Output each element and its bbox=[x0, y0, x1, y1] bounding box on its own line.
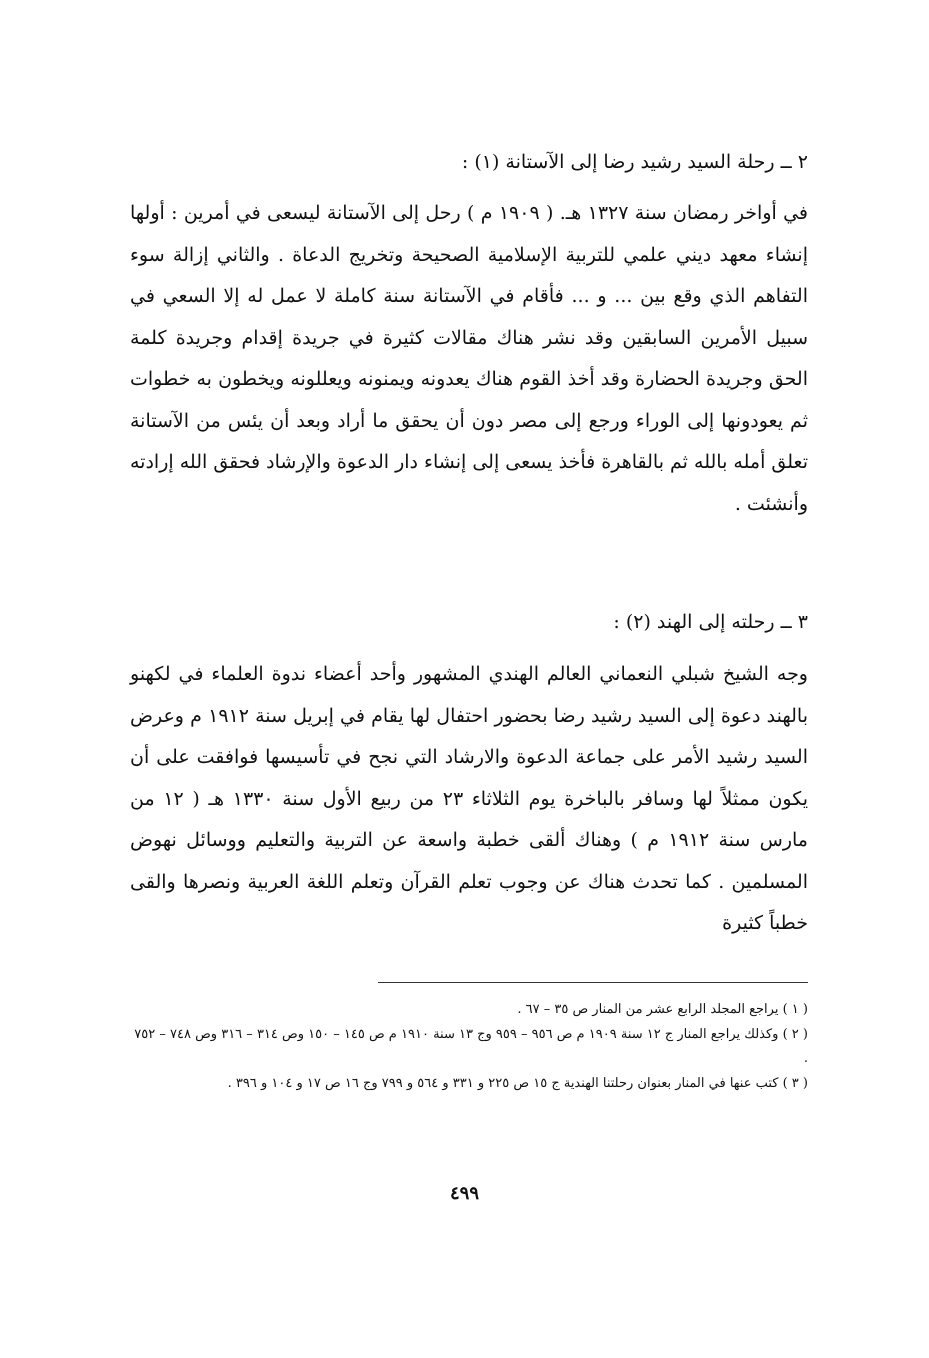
footnotes bbox=[130, 998, 808, 1096]
footnote-1: ( ١ ) يراجع المجلد الرابع عشر من المنار ص ٣٥ – ٦٧ . bbox=[517, 1002, 808, 1017]
section-heading-trip-to-istanbul: ٢ ــ رحلة السيد رشيد رضا إلى الآستانة (١) : bbox=[461, 151, 808, 173]
footnote-separator bbox=[378, 982, 808, 983]
footnote-3: ( ٣ ) كتب عنها في المنار بعنوان رحلتنا الهندية ج ١٥ ص ٢٢٥ و ٣٣١ و ٥٦٤ و ٧٩٩ وج ١٦ ص ١٧ و ١٠٤ و ٣٩٦ . bbox=[227, 1075, 808, 1091]
paragraph-trip-to-istanbul: في أواخر رمضان سنة ١٣٢٧ هـ. ( ١٩٠٩ م ) رحل إلى الآستانة ليسعى في أمرين : أولها إنشاء معهد ديني علمي للتربية الإسلامية الصحيحة وتخريج الدعاة . والثاني إزالة سوء التفاهم الذي وقع بين ... و ... فأقام في الآستانة سنة كاملة لا عمل له إلا السعي في سبيل الأمرين السابقين وقد نشر هناك مقالات كثيرة في جريدة إقدام وجريدة كلمة الحق وجريدة الحضارة وقد أخذ القوم هناك يعدونه ويمنونه ويعللونه ويخطون به خطوات ثم يعودونها إلى الوراء ورجع إلى مصر دون أن يحقق ما أراد وبعد أن يئس من الآستانة تعلق أمله بالله ثم بالقاهرة فأخذ يسعى إلى إنشاء دار الدعوة والإرشاد فحقق الله إرادته وأنشئت . bbox=[130, 202, 809, 515]
footnote-2: ( ٢ ) وكذلك يراجع المنار ج ١٢ سنة ١٩٠٩ م ص ٩٥٦ – ٩٥٩ وج ١٣ سنة ١٩١٠ م ص ١٤٥ – ١٥٠ وص ٣١٤ – ٣١٦ وص ٧٤٨ – ٧٥٢ . bbox=[134, 1026, 808, 1066]
section-heading-trip-to-india: ٣ ــ رحلته إلى الهند (٢) : bbox=[613, 611, 808, 633]
page-number: ٤٩٩ bbox=[449, 1183, 479, 1204]
paragraph-trip-to-india: وجه الشيخ شبلي النعماني العالم الهندي المشهور وأحد أعضاء ندوة العلماء في لكهنو بالهند دعوة إلى السيد رشيد رضا بحضور احتفال لها يقام في إبريل سنة ١٩١٢ م وعرض السيد رشيد الأمر على جماعة الدعوة والارشاد التي نجح في تأسيسها فوافقت على أن يكون ممثلاً لها وسافر بالباخرة يوم الثلاثاء ٢٣ من ربيع الأول سنة ١٣٣٠ هـ ( ١٢ من مارس سنة ١٩١٢ م ) وهناك ألقى خطبة واسعة عن التربية والتعليم ووسائل نهوض المسلمين . كما تحدث هناك عن وجوب تعلم القرآن وتعلم اللغة العربية ونصرها والقى خطباً كثيرة bbox=[130, 663, 809, 934]
